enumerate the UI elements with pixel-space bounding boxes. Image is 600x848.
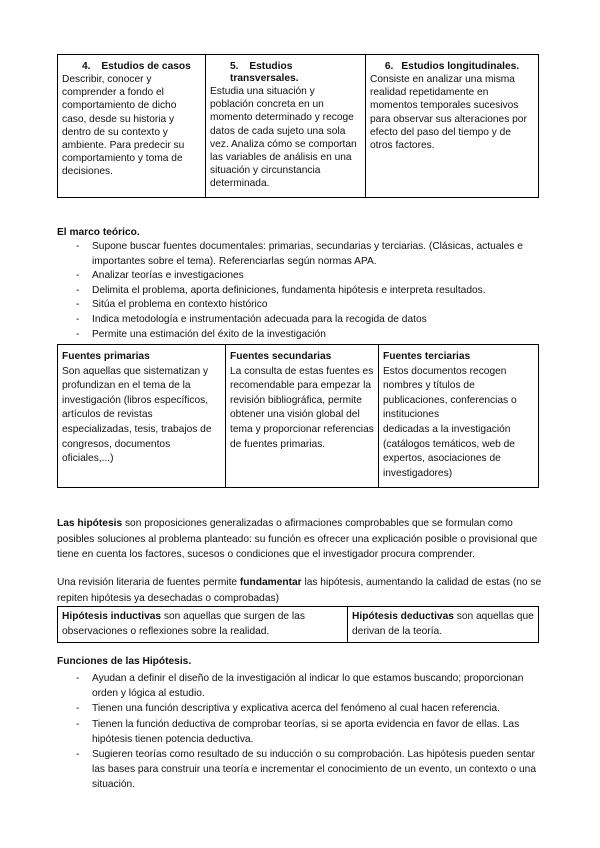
study-types-table [57,54,539,198]
source-heading: Fuentes terciarias [383,351,471,362]
source-heading: Fuentes secundarias [230,351,332,362]
study-heading: 4. Estudios de casos [82,61,191,72]
list-item: - Ayudan a definir el diseño de la investigación al indicar lo que estamos buscando; proporcionan orden y lógica al estudio. [57,671,547,701]
revision-paragraph: Una revisión literaria de fuentes permite fundamentar las hipótesis, aumentando la calidad de estas (no se repiten hipótesis ya desechadas o comprobadas) [57,577,542,604]
study-description: Describir, conocer y comprender a fondo el comportamiento de dicho caso, desde su historia y dentro de su contexto y ambiente. Para predecir su comportamiento y toma de decisiones. [62,74,185,178]
study-description: Estudia una situación y población concreta en un momento determinado y recoge datos de cada sujeto una sola vez. Analiza cómo se comportan las variables de análisis en una situación y circunstancia determinada. [210,86,357,190]
list-item: - Indica metodología e instrumentación adecuada para la recogida de datos [57,313,547,328]
source-description: Estos documentos recogen nombres y títulos de publicaciones, conferencias o instituciones dedicadas a la investigación (catálogos temáticos, web de expertos, asociaciones de investigadores) [383,365,517,479]
hipotesis-deductivas-cell: Hipótesis deductivas son aquellas que derivan de la teoría. [348,607,539,643]
study-heading: 5. Estudios transversales. [230,61,299,84]
list-item: - Permite una estimación del éxito de la investigación [57,328,547,343]
source-cell-tertiary [379,345,539,488]
list-item: - Tienen la función deductiva de comprobar teorías, si se aporta evidencia en favor de ellas. Las hipótesis tienen potencia deductiva. [57,717,547,747]
funciones-title: Funciones de las Hipótesis. [57,656,192,667]
study-cell-cases [58,55,206,198]
source-description: La consulta de estas fuentes es recomendable para empezar la revisión bibliográfica, permite obtener una visión global del tema y proporcionar referencias de fuentes primarias. [230,365,374,450]
study-cell-transversal [206,55,366,198]
list-item: - Supone buscar fuentes documentales: primarias, secundarias y terciarias. (Clásicas, actuales e importantes sobre el tema). Referenciarlas según normas APA. [57,240,547,269]
marco-teorico-list [57,240,547,342]
list-item: - Analizar teorías e investigaciones [57,269,547,284]
source-description: Son aquellas que sistematizan y profundizan en el tema de la investigación (libros específicos, artículos de revistas especializadas, tesis, trabajos de congresos, documentos oficiales,...) [62,365,212,465]
funciones-list [57,671,547,793]
hipotesis-inductivas-cell: Hipótesis inductivas son aquellas que surgen de las observaciones o reflexiones sobre la realidad. [58,607,348,643]
study-description: Consiste en analizar una misma realidad repetidamente en momentos temporales sucesivos para observar sus alteraciones por efecto del paso del tiempo y de otros factores. [370,74,527,152]
source-cell-secondary [226,345,379,488]
list-item: - Sugieren teorías como resultado de su inducción o su comprobación. Las hipótesis pueden sentar las bases para construir una teoría e incrementar el conocimiento de un evento, un contexto o una situación. [57,747,547,793]
marco-teorico-title: El marco teórico. [57,227,140,238]
source-heading: Fuentes primarias [62,351,150,362]
study-cell-longitudinal [366,55,539,198]
hipotesis-paragraph: Las hipótesis son proposiciones generalizadas o afirmaciones comprobables que se formulan como posibles soluciones al problema planteado: su función es ofrecer una explicación posible o provisional que tiene en cuenta los factores, sucesos o condiciones que el investigador procura comprender. [57,518,538,561]
list-item: - Tienen una función descriptiva y explicativa acerca del fenómeno al cual hacen referencia. [57,701,547,716]
study-heading: 6. Estudios longitudinales. [384,61,520,72]
list-item: - Sitúa el problema en contexto histórico [57,298,547,313]
list-item: - Delimita el problema, aporta definiciones, fundamenta hipótesis e interpreta resultados. [57,284,547,299]
sources-table [57,344,539,488]
source-cell-primary [58,345,226,488]
hipotesis-types-table [57,606,539,643]
